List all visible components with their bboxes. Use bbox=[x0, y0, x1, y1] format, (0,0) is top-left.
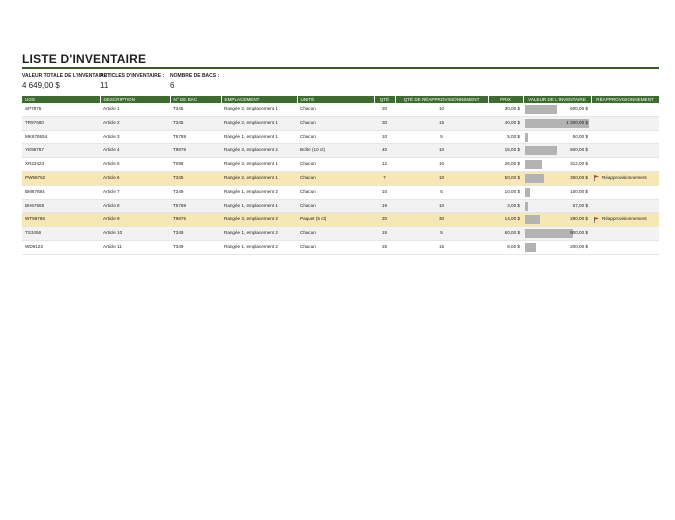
cell-description[interactable]: Article 11 bbox=[100, 240, 170, 254]
cell-location[interactable]: Rangée 1, emplacement 1 bbox=[221, 199, 297, 213]
cell-description[interactable]: Article 2 bbox=[100, 116, 170, 130]
cell-description[interactable]: Article 3 bbox=[100, 130, 170, 144]
cell-price[interactable]: 30,00 $ bbox=[488, 103, 523, 116]
col-header-bin[interactable]: N° DE BAC bbox=[170, 96, 221, 103]
cell-unit[interactable]: Chacun bbox=[297, 116, 374, 130]
cell-bin[interactable]: T345 bbox=[170, 103, 221, 116]
cell-description[interactable]: Article 8 bbox=[100, 199, 170, 213]
cell-description[interactable]: Article 5 bbox=[100, 158, 170, 172]
cell-price[interactable]: 50,00 $ bbox=[488, 171, 523, 185]
table-body bbox=[22, 103, 659, 254]
table-row[interactable] bbox=[22, 103, 659, 116]
cell-reorder-flag[interactable] bbox=[591, 213, 659, 227]
cell-unit[interactable]: Chacun bbox=[297, 227, 374, 241]
summary-bins-value[interactable]: 6 bbox=[170, 81, 175, 90]
cell-reorder-qty[interactable]: 10 bbox=[395, 103, 488, 116]
cell-reorder-flag[interactable] bbox=[591, 171, 659, 185]
value-text: 280,00 $ bbox=[570, 216, 588, 222]
cell-location[interactable]: Rangée 2, emplacement 1 bbox=[221, 116, 297, 130]
value-text: 100,00 $ bbox=[570, 188, 588, 194]
cell-reorder-qty[interactable]: 10 bbox=[395, 171, 488, 185]
cell-inventory-value[interactable] bbox=[523, 227, 591, 241]
value-text: 1 200,00 $ bbox=[566, 119, 588, 125]
value-text: 600,00 $ bbox=[570, 147, 588, 153]
col-header-price[interactable]: PRIX bbox=[488, 96, 523, 103]
cell-unit[interactable]: Chacun bbox=[297, 158, 374, 172]
cell-location[interactable]: Rangée 2, emplacement 1 bbox=[221, 103, 297, 116]
cell-sku[interactable]: BH67655 bbox=[22, 199, 100, 213]
cell-qty[interactable]: 20 bbox=[374, 103, 395, 116]
cell-reorder-flag[interactable] bbox=[591, 116, 659, 130]
cell-reorder-flag[interactable] bbox=[591, 103, 659, 116]
page-title: LISTE D'INVENTAIRE bbox=[22, 52, 147, 66]
col-header-qty[interactable]: QTÉ bbox=[374, 96, 395, 103]
summary-articles-value[interactable]: 11 bbox=[100, 81, 109, 90]
inventory-sheet bbox=[22, 52, 659, 255]
value-text: 600,00 $ bbox=[570, 106, 588, 111]
cell-reorder-flag[interactable] bbox=[591, 130, 659, 144]
cell-reorder-flag[interactable] bbox=[591, 185, 659, 199]
cell-inventory-value[interactable] bbox=[523, 213, 591, 227]
cell-reorder-qty[interactable]: 10 bbox=[395, 199, 488, 213]
cell-unit[interactable]: Chacun bbox=[297, 185, 374, 199]
summary-total-label: VALEUR TOTALE DE L'INVENTAIRE : bbox=[22, 73, 111, 79]
cell-sku[interactable]: SP7875 bbox=[22, 103, 100, 116]
cell-sku[interactable]: XR23423 bbox=[22, 158, 100, 172]
cell-qty[interactable]: 10 bbox=[374, 185, 395, 199]
cell-location[interactable]: Rangée 2, emplacement 1 bbox=[221, 171, 297, 185]
cell-sku[interactable]: PW98762 bbox=[22, 171, 100, 185]
cell-price[interactable]: 8,00 $ bbox=[488, 240, 523, 254]
cell-bin[interactable]: T098 bbox=[170, 158, 221, 172]
cell-bin[interactable]: T349 bbox=[170, 240, 221, 254]
cell-qty[interactable]: 25 bbox=[374, 240, 395, 254]
cell-bin[interactable]: T9875 bbox=[170, 213, 221, 227]
cell-sku[interactable]: BM87684 bbox=[22, 185, 100, 199]
cell-unit[interactable]: Paquet (5 ct) bbox=[297, 213, 374, 227]
value-text: 312,00 $ bbox=[570, 161, 588, 167]
table-row[interactable] bbox=[22, 171, 659, 185]
cell-description[interactable]: Article 7 bbox=[100, 185, 170, 199]
reorder-label: Réapprovisionnement bbox=[602, 216, 647, 222]
cell-sku[interactable]: TR97680 bbox=[22, 116, 100, 130]
table-row[interactable] bbox=[22, 116, 659, 130]
cell-description[interactable]: Article 4 bbox=[100, 144, 170, 158]
cell-reorder-qty[interactable]: 15 bbox=[395, 116, 488, 130]
summary-panel bbox=[22, 73, 659, 95]
cell-qty[interactable]: 30 bbox=[374, 116, 395, 130]
cell-location[interactable]: Rangée 1, emplacement 1 bbox=[221, 130, 297, 144]
value-text: 200,00 $ bbox=[570, 243, 588, 249]
cell-unit[interactable]: Boîte (10 ct) bbox=[297, 144, 374, 158]
cell-bin[interactable]: T349 bbox=[170, 227, 221, 241]
cell-qty[interactable]: 15 bbox=[374, 227, 395, 241]
cell-inventory-value[interactable] bbox=[523, 130, 591, 144]
col-header-reorder[interactable]: RÉAPPROVISIONNEMENT bbox=[591, 96, 659, 103]
cell-inventory-value[interactable] bbox=[523, 171, 591, 185]
summary-bins-label: NOMBRE DE BACS : bbox=[170, 73, 220, 79]
table-row[interactable] bbox=[22, 199, 659, 213]
cell-unit[interactable]: Chacun bbox=[297, 130, 374, 144]
col-header-description[interactable]: DESCRIPTION bbox=[100, 96, 170, 103]
table-row[interactable] bbox=[22, 185, 659, 199]
cell-sku[interactable]: TS3456 bbox=[22, 227, 100, 241]
cell-location[interactable]: Rangée 1, emplacement 2 bbox=[221, 185, 297, 199]
cell-reorder-qty[interactable]: 5 bbox=[395, 130, 488, 144]
cell-price[interactable]: 5,00 $ bbox=[488, 130, 523, 144]
cell-reorder-qty[interactable]: 15 bbox=[395, 240, 488, 254]
cell-description[interactable]: Article 9 bbox=[100, 213, 170, 227]
summary-bins bbox=[170, 73, 219, 91]
cell-price[interactable]: 10,00 $ bbox=[488, 185, 523, 199]
flag-icon bbox=[594, 217, 599, 222]
reorder-label: Réapprovisionnement bbox=[602, 174, 647, 180]
flag-icon bbox=[594, 175, 599, 180]
cell-reorder-flag[interactable] bbox=[591, 158, 659, 172]
table-row[interactable] bbox=[22, 158, 659, 172]
cell-price[interactable]: 14,00 $ bbox=[488, 213, 523, 227]
col-header-reorder-qty[interactable]: QTÉ DE RÉAPPROVISIONNEMENT bbox=[395, 96, 488, 103]
cell-inventory-value[interactable] bbox=[523, 158, 591, 172]
cell-qty[interactable]: 10 bbox=[374, 130, 395, 144]
col-header-location[interactable]: EMPLACEMENT bbox=[221, 96, 297, 103]
table-row[interactable] bbox=[22, 130, 659, 144]
table-row[interactable] bbox=[22, 144, 659, 158]
cell-reorder-qty[interactable]: 30 bbox=[395, 213, 488, 227]
cell-sku[interactable]: WT98768 bbox=[22, 213, 100, 227]
cell-bin[interactable]: T9876 bbox=[170, 144, 221, 158]
cell-reorder-flag[interactable] bbox=[591, 240, 659, 254]
cell-location[interactable]: Rangée 3, emplacement 2 bbox=[221, 144, 297, 158]
cell-sku[interactable]: MK676554 bbox=[22, 130, 100, 144]
value-text: 350,00 $ bbox=[570, 174, 588, 180]
cell-location[interactable]: Rangée 1, emplacement 2 bbox=[221, 240, 297, 254]
table-row[interactable] bbox=[22, 227, 659, 241]
cell-sku[interactable]: WD9123 bbox=[22, 240, 100, 254]
cell-inventory-value[interactable] bbox=[523, 199, 591, 213]
cell-location[interactable]: Rangée 3, emplacement 2 bbox=[221, 213, 297, 227]
summary-articles bbox=[100, 73, 164, 91]
cell-qty[interactable]: 40 bbox=[374, 144, 395, 158]
cell-inventory-value[interactable] bbox=[523, 144, 591, 158]
inventory-table bbox=[22, 96, 660, 255]
cell-unit[interactable]: Chacun bbox=[297, 103, 374, 116]
cell-qty[interactable]: 12 bbox=[374, 158, 395, 172]
value-text: 900,00 $ bbox=[570, 230, 588, 236]
cell-inventory-value[interactable] bbox=[523, 103, 591, 116]
cell-reorder-qty[interactable]: 10 bbox=[395, 144, 488, 158]
cell-unit[interactable]: Chacun bbox=[297, 199, 374, 213]
cell-price[interactable]: 26,00 $ bbox=[488, 158, 523, 172]
cell-bin[interactable]: T5789 bbox=[170, 199, 221, 213]
cell-qty[interactable]: 20 bbox=[374, 213, 395, 227]
cell-price[interactable]: 15,00 $ bbox=[488, 144, 523, 158]
value-text: 50,00 $ bbox=[572, 133, 588, 139]
cell-sku[interactable]: YE98767 bbox=[22, 144, 100, 158]
cell-bin[interactable]: T345 bbox=[170, 171, 221, 185]
cell-inventory-value[interactable] bbox=[523, 185, 591, 199]
col-header-unit[interactable]: UNITÉ bbox=[297, 96, 374, 103]
cell-reorder-qty[interactable]: 5 bbox=[395, 185, 488, 199]
cell-price[interactable]: 60,00 $ bbox=[488, 227, 523, 241]
table-row[interactable] bbox=[22, 240, 659, 254]
cell-bin[interactable]: T345 bbox=[170, 116, 221, 130]
cell-bin[interactable]: T349 bbox=[170, 185, 221, 199]
col-header-value[interactable]: VALEUR DE L'INVENTAIRE bbox=[523, 96, 591, 103]
cell-reorder-qty[interactable]: 5 bbox=[395, 227, 488, 241]
summary-articles-label: ARTICLES D'INVENTAIRE : bbox=[100, 73, 165, 79]
cell-inventory-value[interactable] bbox=[523, 116, 591, 130]
cell-description[interactable]: Article 1 bbox=[100, 103, 170, 116]
table-header-row bbox=[22, 96, 659, 103]
cell-description[interactable]: Article 6 bbox=[100, 171, 170, 185]
cell-price[interactable]: 40,00 $ bbox=[488, 116, 523, 130]
cell-qty[interactable]: 19 bbox=[374, 199, 395, 213]
cell-price[interactable]: 3,00 $ bbox=[488, 199, 523, 213]
cell-unit[interactable]: Chacun bbox=[297, 240, 374, 254]
cell-reorder-flag[interactable] bbox=[591, 199, 659, 213]
summary-total bbox=[22, 73, 110, 91]
cell-unit[interactable]: Chacun bbox=[297, 171, 374, 185]
cell-reorder-flag[interactable] bbox=[591, 227, 659, 241]
summary-total-value[interactable]: 4 649,00 $ bbox=[22, 81, 60, 90]
value-text: 57,00 $ bbox=[572, 202, 588, 208]
title-divider bbox=[22, 67, 659, 69]
col-header-sku[interactable]: UGS bbox=[22, 96, 100, 103]
cell-qty[interactable]: 7 bbox=[374, 171, 395, 185]
cell-bin[interactable]: T5789 bbox=[170, 130, 221, 144]
cell-location[interactable]: Rangée 1, emplacement 2 bbox=[221, 227, 297, 241]
cell-reorder-flag[interactable] bbox=[591, 144, 659, 158]
cell-description[interactable]: Article 10 bbox=[100, 227, 170, 241]
cell-reorder-qty[interactable]: 10 bbox=[395, 158, 488, 172]
cell-inventory-value[interactable] bbox=[523, 240, 591, 254]
table-row[interactable] bbox=[22, 213, 659, 227]
cell-location[interactable]: Rangée 3, emplacement 1 bbox=[221, 158, 297, 172]
